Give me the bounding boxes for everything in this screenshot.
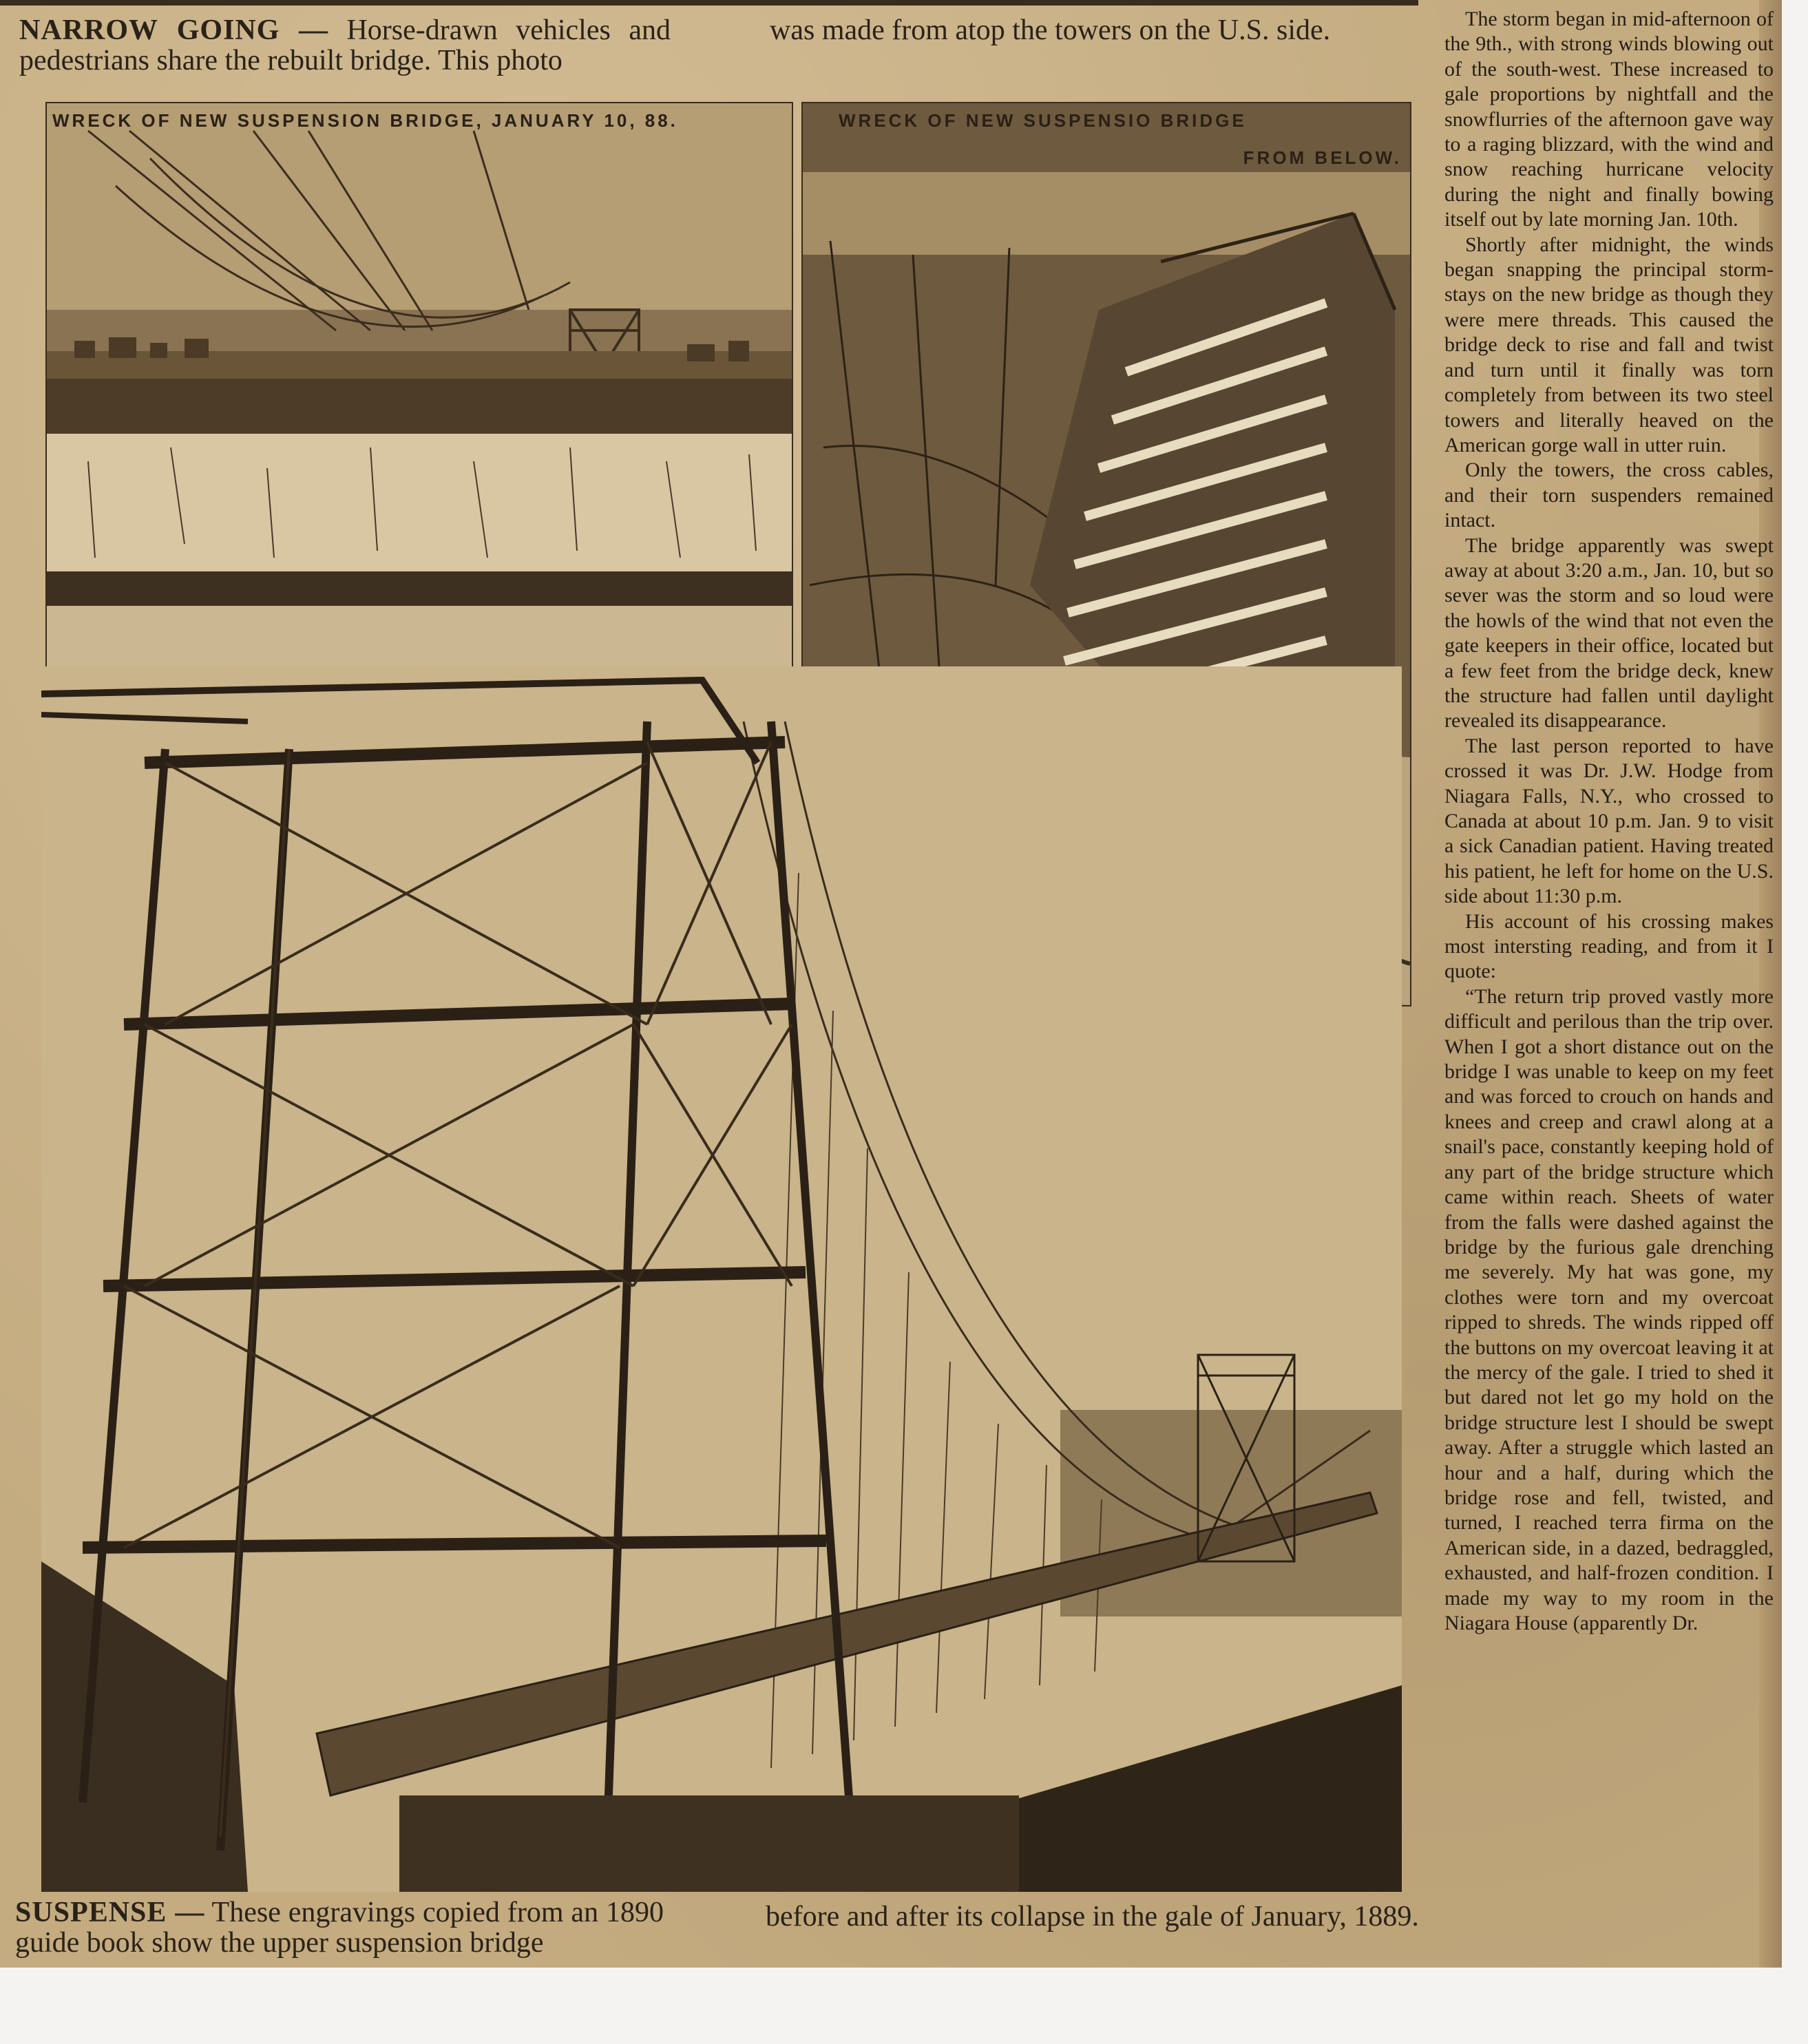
suspense-text: These engravings copied from an 1890 guide book show the upper suspension bridge (15, 1897, 664, 1959)
article-paragraph: The last person reported to have crossed it was Dr. J.W. Hodge from Niagara Falls, N.Y., who crossed to Canada at about 10 p.m. Jan. 9 to visit a sick Canadian patient. Having treated his patient, he left for home on the U.S. side about 11:30 p.m. (1444, 734, 1774, 908)
bridge-tower-drawing (41, 666, 1402, 1892)
narrow-going-text: Horse-drawn vehicles and pedestrians share the rebuilt bridge. This photo (19, 14, 671, 76)
article-paragraph: The bridge apparently was swept away at about 3:20 a.m., Jan. 10, but so sever was the storm and so loud were the howls of the wind that not even the gate keepers in their office, located but a few feet from the bridge deck, knew the structure had fallen until daylight revealed its disappearance. (1444, 534, 1774, 733)
article-paragraph: Only the towers, the cross cables, and their torn suspenders remained intact. (1444, 459, 1774, 532)
top-rule (0, 0, 1418, 6)
wreck-above-drawing (47, 103, 792, 668)
article-paragraph: The storm began in mid-afternoon of the 9th., with strong winds blowing out of the south-west. These increased to gale proportions by nightfall and the snowflurries of the afternoon gave way to a raging blizzard, with the wind and snow reaching hurricane velocity during the night and finally bowing itself out by late morning Jan. 10th. (1444, 8, 1774, 231)
article-paragraph: Shortly after midnight, the winds began snapping the principal storm-stays on the new bridge as though they were mere threads. This caused the bridge deck to rise and fall and twist and turn until it finally was torn completely from between its two steel towers and literally heaved on the American gorge wall in utter ruin. (1444, 233, 1774, 456)
narrow-going-caption-continued: was made from atop the towers on the U.S. side. (770, 14, 1331, 46)
wreck-below-label: WRECK OF NEW SUSPENSIO BRIDGE (839, 110, 1247, 131)
suspense-caption (15, 1897, 664, 1958)
wreck-above-label: WRECK OF NEW SUSPENSION BRIDGE, JANUARY 10, 88. (52, 110, 678, 131)
article-paragraph: His account of his crossing makes most intersting reading, and from it I quote: (1444, 909, 1774, 983)
narrow-going-lead: NARROW GOING — (19, 14, 328, 46)
suspense-caption-continued: before and after its collapse in the gale of January, 1889. (766, 1901, 1419, 1932)
article-paragraph: “The return trip proved vastly more difficult and perilous than the trip over. When I got a short distance out on the bridge I was unable to keep on my feet and was forced to crouch on hands and knees and creep and crawl along at a snail's pace, constantly keeping hold of any part of the bridge structure which came within reach. Sheets of water from the falls were dashed against the bridge by the furious gale drenching me severely. My hat was gone, my clothes were torn and my overcoat ripped to shreds. The winds ripped off the buttons on my overcoat leaving it at the mercy of the gale. I tried to shed it but dared not let go my hold on the bridge structure lest I should be swept away. After a struggle which lasted an hour and a half, during which the bridge rose and fell, twisted, and turned, I reached terra firma on the American side, in a dazed, bedraggled, exhausted, and half-frozen condition. I made my way to my room in the Niagara House (apparently Dr. (1444, 984, 1774, 1634)
narrow-going-caption (19, 15, 671, 76)
article-column (1444, 7, 1774, 1636)
rebuilt-bridge-photo (41, 666, 1402, 1892)
wreck-engraving-above (45, 102, 793, 669)
wreck-below-sublabel: FROM BELOW. (1243, 147, 1402, 168)
suspense-lead: SUSPENSE — (15, 1897, 205, 1928)
